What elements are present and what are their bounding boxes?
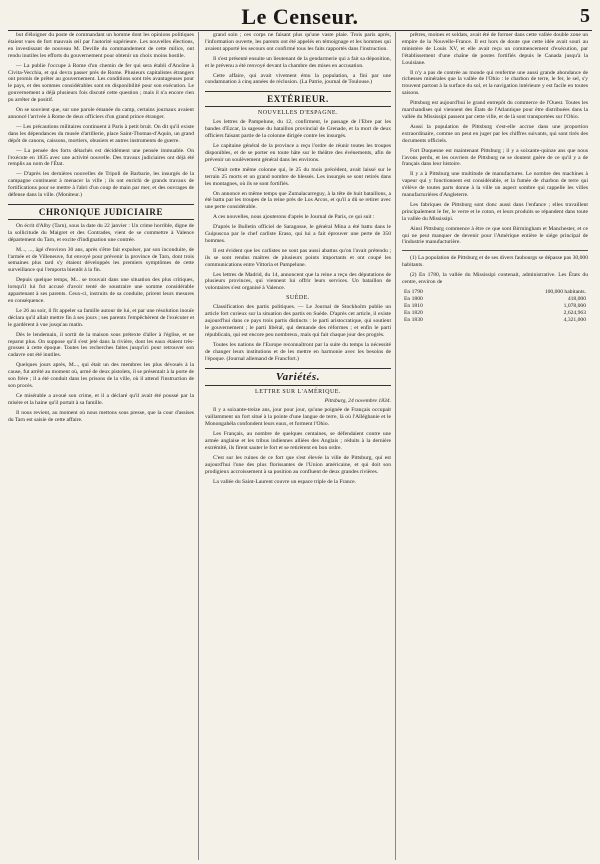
paragraph: grand soin ; ces corps ne faisant plus qu'une vaste plaie. Trois paris après, l'information ouverte, les parents ont été appelés en témoignage et les hommes qui avaient apporté les secours ont confirmé tous les faits rapportés dans l'instruction. <box>205 32 391 52</box>
paragraph: Les lettres de Pampelune, du 12, confirment, le passage de l'Ebre par les bandes d'Ezcar, la sagesse du bataillon provincial de Grenade, et la mort de deux officiers faisant partie de la colonne dirigée contre les insurgés. <box>205 119 391 140</box>
paragraph: Les lettres de Madrid, du 14, annoncent que la reine a reçu des députations de plusieurs provinces, qui viennent lui offrir leurs services. Un bataillon de volontaires s'est organisé à Valence. <box>205 271 391 292</box>
paragraph: On écrit d'Alby (Tarn), sous la date du 22 janvier : Un crime horrible, digne de la sollicitude du Maigret et des Contrades, vient de se commettre à Valence département du Tarn, et excite d'indignation une contrée. <box>8 222 194 243</box>
paragraph: prêtres, moines et soldats, avait été de former dans cette vallée double zone un empire de la Nouvelle-France. Il est hors de doute que cette idée avait souri au ministère de Louis XV, et elle avait reçu un commencement d'exécution, par l'établissement d'une chaîne de postes fortifiés depuis le Canada jusqu'à la Louisiane. <box>402 32 588 66</box>
value-cell: 4,321,000 <box>563 317 586 323</box>
masthead <box>8 4 592 31</box>
paragraph: Ainsi Pittsburg commence à être ce que sont Birmingham et Manchester, et ce qui ne peut manquer de devenir pour l'Amérique entière le siége principal de l'industrie manufacturière. <box>402 225 588 246</box>
paragraph: Ce misérable a avoué son crime, et il a déclaré qu'il avait été poussé par la misère et la haine qu'il portait à sa famille. <box>8 392 194 406</box>
value-cell: 1,078,000 <box>563 303 586 309</box>
paragraph: Les Français, au nombre de quelques centaines, se défendaient contre une armée anglaise et les tribus indiennes alliées des Anglais ; réduits à la dernière extrémité, ils firent sauter le fort et se retirèrent en bon ordre. <box>205 431 391 451</box>
paragraph: — D'après les dernières nouvelles de Tripoli de Barbarie, les insurgés de la campagne continuent à menacer la ville ; ils ont enrichi de grands travaux de fortifications pour se mettre à l'abri d'un coup de main par mer, et des ouvrages de défense dans la ville. (Moniteur.) <box>8 171 194 199</box>
paragraph: C'est sur les ruines de ce fort que s'est élevée la ville de Pittsburg, qui est aujourd'hui l'une des plus florissantes de l'Union américaine, et qui doit son prodigieux accroissement à sa position au confluent de deux grandes rivières. <box>205 454 391 475</box>
population-table <box>402 289 588 324</box>
paragraph: Il nous revient, au moment où nous mettons sous presse, que la cour d'assises du Tarn est saisie de cette affaire. <box>8 409 194 423</box>
year-cell: En 1820 <box>404 310 423 316</box>
table-row <box>402 310 588 317</box>
paragraph: Aussi la population de Pittsburg s'est-elle accrue dans une proportion extraordinaire, comme on peut en juger par les chiffres suivants, qui sont tirés des documents officiels. <box>402 123 588 144</box>
table-row <box>402 303 588 310</box>
footnote: (1) La population de Pittsburg et de ses divers faubourgs se dépasse pas 30,000 habitants. <box>402 255 588 269</box>
column-2 <box>205 32 396 860</box>
year-cell: En 1810 <box>404 303 423 309</box>
paragraph: On annonce en même temps que Zumalacarreguy, à la tête de huit bataillons, a été battu par les troupes de la reine près de Los Arcos, et qu'il a dû se retirer avec une perte considérable. <box>205 190 391 211</box>
paragraph: Quelques jours après, M..., qui était un des membres les plus dévoués à la cause, fut arrêté au moment où, armé de deux pistolets, il se présentait à la porte de son frère ; il a été conduit dans les prisons de la ville, où il attend l'instruction de son procès. <box>8 362 194 389</box>
paragraph: Il y a soixante-treize ans, jour pour jour, qu'une poignée de Français occupait vaillamment un fort situé à la pointe d'une langue de terre, là où l'Alléghanie et le Monongahéla confondent leurs eaux, et forment l'Ohio. <box>205 407 391 428</box>
column-1 <box>8 32 199 860</box>
paragraph: D'après le Bulletin officiel de Saragosse, le général Mina a été battu dans le Guipuscoa par le chef carliste Eraso, qui lui a fait éprouver une perte de 350 hommes. <box>205 224 391 244</box>
paragraph: Il est évident que les carlistes ne sont pas aussi abattus qu'on l'avait prétendu ; ils se sont rendus maîtres de plusieurs points importants et ont coupé les communications entre Vittoria et Pampelune. <box>205 247 391 268</box>
paragraph: — Les précautions militaires continuent à Paris à petit bruit. On dit qu'il existe dans les dépendances du musée d'artillerie, place Saint-Thomas-d'Aquin, un grand dépôt de canons, caissons, mortiers, obusiers et autres instruments de guerre. <box>8 123 194 144</box>
paragraph: Le capitaine général de la province a reçu l'ordre de réunir toutes les troupes disponibles, et de se porter en toute hâte sur le théâtre des événements, afin de prévenir un soulèvement général dans les environs. <box>205 143 391 163</box>
footnote: (2) En 1780, la vallée du Mississipi contenait, administrative. Les États du centre, environ de <box>402 272 588 286</box>
paragraph: Pittsburg est aujourd'hui le grand entrepôt du commerce de l'Ouest. Toutes les marchandises qui viennent des États de l'Atlantique pour être distribuées dans la vallée du Mississipi passent par cette ville, et de là sont transportées sur l'Ohio. <box>402 100 588 120</box>
paragraph: Les fabriques de Pittsburg sont donc aussi dans l'enfance ; elles travaillent principalement le fer, le verre et le coton, et leurs produits se répandent dans toute la vallée du Mississipi. <box>402 201 588 222</box>
table-row <box>402 289 588 296</box>
table-row <box>402 296 588 303</box>
section-heading-exterieur: EXTÉRIEUR. <box>205 91 391 107</box>
year-cell: En 1800 <box>404 296 423 302</box>
newspaper-title: Le Censeur. <box>241 4 359 29</box>
paragraph: Le 26 au soir, il fit appeler sa famille autour de lui, et par une résolution inouïe déclara qu'il allait mettre fin à ses jours ; ses parents l'empêchèrent de l'exécuter et le gardèrent à vue jusqu'au matin. <box>8 307 194 328</box>
paragraph: La vallée du Saint-Laurent couvre un espace triple de la France. <box>213 478 357 485</box>
paragraph: Il n'y a pas de contrée au monde qui renferme une aussi grande abondance de richesses minérales que la vallée de l'Ohio : le charbon de terre, le fer, le sel, s'y trouvent partout à la surface du sol, et la navigation intérieure y est facile en toutes saisons. <box>402 69 588 97</box>
paragraph: Depuis quelque temps, M... se trouvait dans une situation des plus critiques, lorsqu'il lui fut accusé d'avoir tenté de soustraire une somme considérable appartenant à ses parents. Ceux-ci, instruits de sa conduite, prirent leurs mesures en conséquence. <box>8 277 194 304</box>
year-cell: En 1790 <box>404 289 423 295</box>
subheading-lettre: LETTRE SUR L'AMÉRIQUE. <box>255 388 341 395</box>
paragraph: — La publie l'occupe à Rome d'un chemin de fer qui sera établi d'Ancône à Civita-Vecchia, et qui devra passer près de Rome. Plusieurs capitalistes étrangers ont promis de prêter au gouvernement. Les conditions sont très avantageuses pour le pays, et des sommes considérables sont en disponibilité pour son exécution. Le gouvernement a déjà plusieurs fois discuté cette question ; mais il n'a encore rien pu arrêter de positif. <box>8 62 194 104</box>
paragraph: Fort Duquesne est maintenant Pittsburg ; il y a soixante-quinze ans que nous l'avons perdu, et les ouvriers de Pittsburg ne se doutent guère de ce qu'il y a de français dans leur histoire. <box>402 147 588 168</box>
value-cell: 2,624,963 <box>563 310 586 316</box>
paragraph: Classification des partis politiques. — Le Journal de Stockholm publie un article fort curieux sur la situation des partis en Suède. D'après cet article, il existe aujourd'hui dans ce pays trois partis distincts : le parti aristocratique, qui soutient le gouvernement ; le parti libéral, qui demande des réformes ; et enfin le parti républicain, qui est encore peu nombreux, mais qui fait chaque jour des progrès. <box>205 304 391 338</box>
paragraph: M..., ..., âgé d'environ 30 ans, après s'être fait expulser, par son inconduite, de l'armée et de Villeneuve, fut envoyé pour prévenir la province de Tarn, dont trois semaines plus tard s'y étaient développés les premiers symptômes de cette surveillance qui l'emporta bientôt à la fin. <box>8 246 194 274</box>
dateline: Pittsburg, 24 novembre 1834. <box>324 397 391 404</box>
paragraph: Cette affaire, qui avait vivement ému la population, a fini par une condamnation à cinq années de réclusion. (La Patrie, journal de Toulouse.) <box>205 72 391 86</box>
year-cell: En 1830 <box>404 317 423 323</box>
divider <box>402 250 588 251</box>
paragraph: A ces nouvelles, nous ajouterons d'après le Journal de Paris, ce qui suit : <box>213 214 375 221</box>
value-cell: 100,000 habitants. <box>544 289 586 295</box>
page-number: 5 <box>580 5 590 27</box>
section-heading-chronique: CHRONIQUE JUDICIAIRE <box>8 204 194 220</box>
paragraph: Dès le lendemain, il sortit de la maison sous prétexte d'aller à l'église, et ne reparut plus. On suppose qu'il s'est jeté dans la rivière, dont les eaux étaient très-grosses à cette époque. Toutes les recherches faites jusqu'ici pour retrouver son cadavre ont été inutiles. <box>8 331 194 359</box>
paragraph: Toutes les nations de l'Europe reconnaîtront par la suite du temps la nécessité de changer leurs institutions et de les mettre en harmonie avec les besoins de l'époque. (Journal allemand de Francfort.) <box>205 341 391 362</box>
paragraph: On se souvient que, sur une parole émanée du camp, certains journaux avaient annoncé l'arrivée à Rome de deux officiers d'un grand prince étranger. <box>8 107 194 120</box>
subheading-espagne: NOUVELLES D'ESPAGNE. <box>257 110 339 117</box>
paragraph: C'était cette même colonne qui, le 25 du mois précédent, avait laissé sur le terrain 25 morts et un grand nombre de blessés. Les insurgés se sont retirés dans les montagnes, où ils se sont fortifiés. <box>205 166 391 187</box>
column-3 <box>402 32 592 860</box>
paragraph: Il s'est présenté ensuite un lieutenant de la gendarmerie qui a fait sa déposition, et le prévenu a été renvoyé devant la chambre des mises en accusation. <box>205 55 391 69</box>
paragraph: but d'éloigner du poste de commandant un homme dont les opinions politiques étaient vues de fort mauvais œil par l'autorité supérieure. Les nouvelles élections, en investissant de nouveau M. Deville du commandement de cette milice, ont rendu inutiles les efforts du gouvernement pour obtenir un choix moins hostile. <box>8 32 194 59</box>
value-cell: 418,000 <box>567 296 586 302</box>
subheading-suede: SUÈDE. <box>286 295 310 302</box>
paragraph: — La pensée des forts détachés est décidément une pensée immuable. On l'exécute en 1835 avec une activité nouvelle. Des travaux judiciaires ont déjà été remplis au nom de l'État. <box>8 147 194 168</box>
columns <box>8 32 592 860</box>
paragraph: Il y a à Pittsburg une multitude de manufactures. Le nombre des machines à vapeur qui y fonctionnent est considérable, et la fumée de charbon de terre qui s'élève de toutes parts donne à la ville un aspect sombre qui rappelle les villes manufacturières d'Angleterre. <box>402 171 588 199</box>
section-heading-varietes: Variétés. <box>205 368 391 386</box>
table-row <box>402 317 588 324</box>
